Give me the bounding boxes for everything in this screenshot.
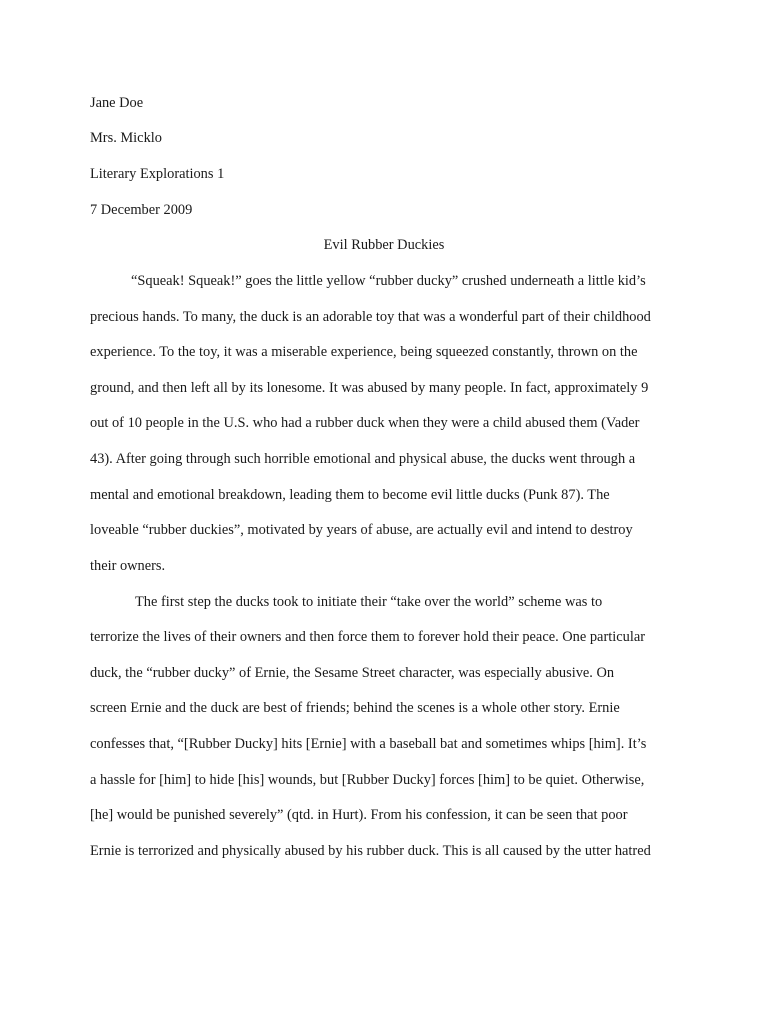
paragraph-line: mental and emotional breakdown, leading them to become evil little ducks (Punk 87). The — [90, 487, 610, 503]
essay-date: 7 December 2009 — [90, 202, 193, 218]
student-name: Jane Doe — [90, 95, 144, 111]
paragraph-line: ground, and then left all by its lonesome. It was abused by many people. In fact, approximately 9 — [90, 380, 649, 396]
paragraph-line: duck, the “rubber ducky” of Ernie, the Sesame Street character, was especially abusive. On — [90, 665, 615, 681]
paragraph-line: screen Ernie and the duck are best of friends; behind the scenes is a whole other story. Ernie — [90, 700, 620, 716]
paragraph-line: precious hands. To many, the duck is an adorable toy that was a wonderful part of their childhood — [90, 309, 651, 325]
course-name: Literary Explorations 1 — [90, 166, 225, 182]
paragraph-line: [he] would be punished severely” (qtd. in Hurt). From his confession, it can be seen that poor — [90, 807, 628, 823]
paragraph-line: confesses that, “[Rubber Ducky] hits [Ernie] with a baseball bat and sometimes whips [him]. It’s — [90, 736, 647, 752]
paragraph-line: The first step the ducks took to initiate their “take over the world” scheme was to — [135, 594, 603, 610]
teacher-name: Mrs. Micklo — [90, 130, 162, 146]
paragraph-line: experience. To the toy, it was a miserable experience, being squeezed constantly, thrown on the — [90, 344, 638, 360]
paragraph-line: loveable “rubber duckies”, motivated by years of abuse, are actually evil and intend to destroy — [90, 522, 633, 538]
paragraph-line: Ernie is terrorized and physically abused by his rubber duck. This is all caused by the utter hatred — [90, 843, 651, 859]
paragraph-line: 43). After going through such horrible emotional and physical abuse, the ducks went through a — [90, 451, 636, 467]
essay-title: Evil Rubber Duckies — [323, 237, 445, 253]
paragraph-line: a hassle for [him] to hide [his] wounds, but [Rubber Ducky] forces [him] to be quiet. Otherwise, — [90, 772, 645, 788]
paragraph-line: out of 10 people in the U.S. who had a rubber duck when they were a child abused them (Vader — [90, 415, 640, 431]
paragraph-line: “Squeak! Squeak!” goes the little yellow “rubber ducky” crushed underneath a little kid’s — [131, 273, 646, 289]
paragraph-line: terrorize the lives of their owners and then force them to forever hold their peace. One particular — [90, 629, 645, 645]
paragraph-line: their owners. — [90, 558, 166, 574]
